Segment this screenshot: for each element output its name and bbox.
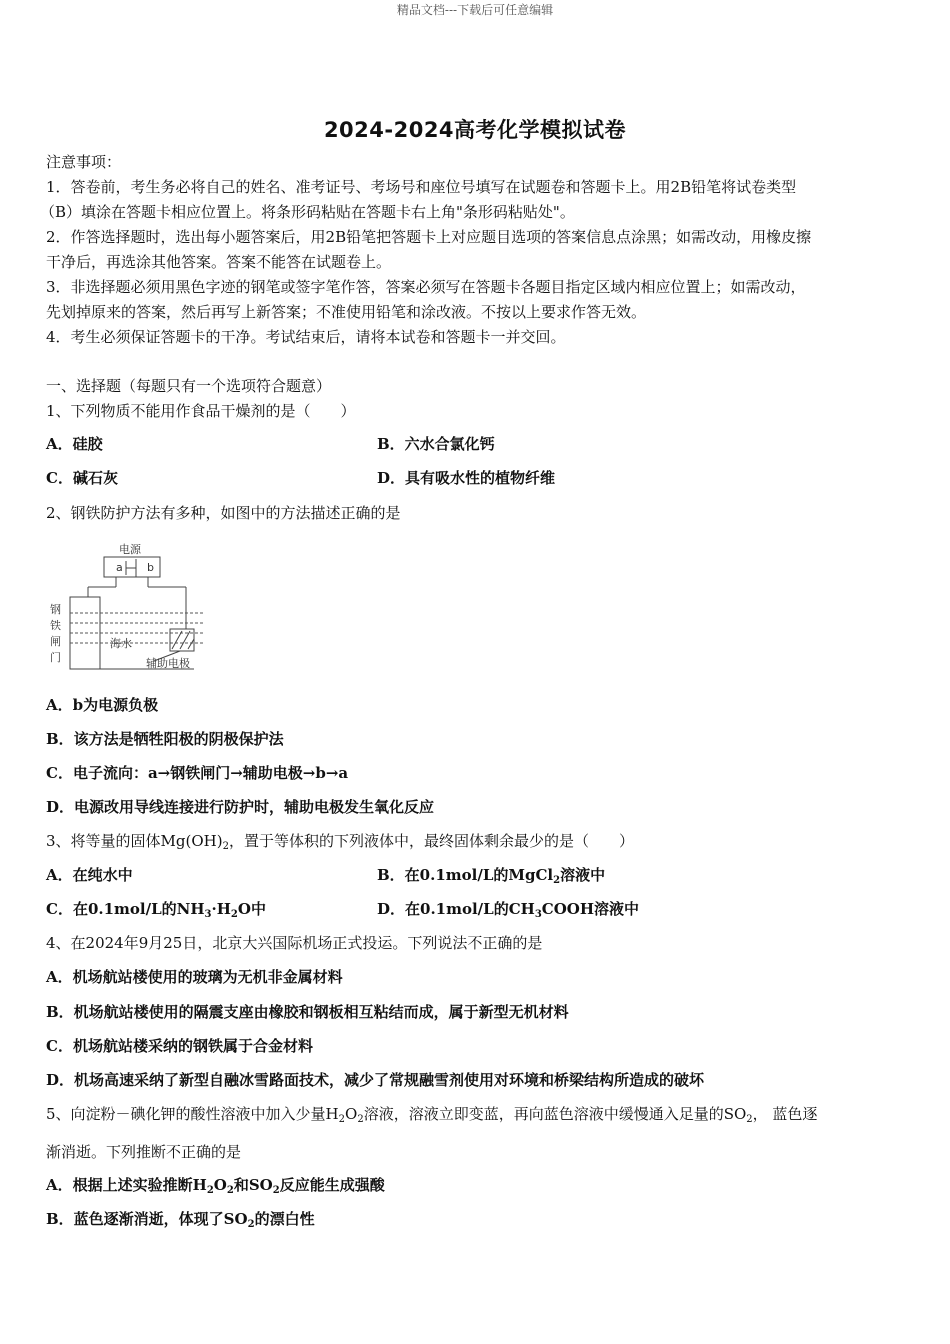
- question-4-stem: 4、在2024年9月25日，北京大兴国际机场正式投运。下列说法不正确的是: [46, 934, 543, 952]
- question-2-option-a: A．b为电源负极: [46, 696, 159, 714]
- question-4-option-b: B．机场航站楼使用的隔震支座由橡胶和钢板相互粘结而成，属于新型无机材料: [46, 1003, 569, 1021]
- question-1-option-c: C．碱石灰: [46, 469, 118, 487]
- diagram-label-seawater: 海水: [110, 637, 132, 650]
- question-3-option-d: D．在0.1mol/L的$CH_3COOH$溶液中: [377, 900, 640, 920]
- question-1-option-b: B．六水合氯化钙: [377, 435, 495, 453]
- notes-line: 4．考生必须保证答题卡的干净。考试结束后，请将本试卷和答题卡一并交回。: [46, 328, 566, 346]
- question-2-option-b: B．该方法是牺牲阳极的阴极保护法: [46, 730, 284, 748]
- question-5-option-a: A．根据上述实验推断$H_2O_2$和$SO_2$反应能生成强酸: [46, 1176, 385, 1196]
- question-3-option-b: B．在0.1mol/L的MgCl$_2$溶液中: [377, 866, 606, 886]
- diagram-label-gate-1: 钢: [50, 603, 61, 616]
- question-5-stem-line-1: 5、向淀粉－碘化钾的酸性溶液中加入少量$H_2O_2$溶液，溶液立即变蓝，再向蓝色溶液中缓慢通入足量的$SO_2$， 蓝色逐: [46, 1105, 818, 1125]
- notes-line: 3．非选择题必须用黑色字迹的钢笔或签字笔作答，答案必须写在答题卡各题目指定区域内相应位置上；如需改动，: [46, 278, 806, 296]
- question-3-option-c: C．在0.1mol/L的$NH_3\cdot H_2O$中: [46, 900, 266, 920]
- question-5-stem-line-2: 渐消逝。下列推断不正确的是: [46, 1143, 242, 1161]
- diagram-label-aux-electrode: 辅助电极: [146, 657, 190, 670]
- corrosion-protection-diagram: [46, 537, 216, 677]
- question-3-option-a: A．在纯水中: [46, 866, 133, 884]
- question-5-option-b: B．蓝色逐渐消逝，体现了$SO_2$的漂白性: [46, 1210, 315, 1230]
- diagram-label-a: a: [116, 561, 123, 574]
- document-title: 2024-2024高考化学模拟试卷: [323, 118, 627, 142]
- notes-line: （B）填涂在答题卡相应位置上。将条形码粘贴在答题卡右上角"条形码粘贴处"。: [40, 203, 575, 221]
- question-1-option-a: A．硅胶: [46, 435, 103, 453]
- question-2-stem: 2、钢铁防护方法有多种，如图中的方法描述正确的是: [46, 504, 401, 522]
- notes-line: 先划掉原来的答案，然后再写上新答案；不准使用铅笔和涂改液。不按以上要求作答无效。: [46, 303, 647, 321]
- diagram-label-gate-2: 铁: [50, 619, 61, 632]
- question-2-option-c: C．电子流向：a→钢铁闸门→辅助电极→b→a: [46, 764, 349, 782]
- question-4-option-d: D．机场高速采纳了新型自融冰雪路面技术，减少了常规融雪剂使用对环境和桥梁结构所造成的破坏: [46, 1071, 705, 1089]
- question-4-option-c: C．机场航站楼采纳的钢铁属于合金材料: [46, 1037, 313, 1055]
- question-4-option-a: A．机场航站楼使用的玻璃为无机非金属材料: [46, 968, 343, 986]
- section-heading: 一、选择题（每题只有一个选项符合题意）: [46, 377, 332, 395]
- notes-heading: 注意事项：: [46, 153, 122, 171]
- page-watermark-header: 精品文档---下载后可任意编辑: [396, 3, 554, 17]
- notes-line: 2．作答选择题时，选出每小题答案后，用2B铅笔把答题卡上对应题目选项的答案信息点涂黑；如需改动，用橡皮擦: [46, 228, 812, 246]
- diagram-label-gate-3: 闸: [50, 635, 61, 648]
- question-3-stem: 3、将等量的固体$Mg(OH)_2$，置于等体积的下列液体中，最终固体剩余最少的是（ ）: [46, 832, 634, 852]
- notes-line: 干净后，再选涂其他答案。答案不能答在试题卷上。: [46, 253, 392, 271]
- diagram-label-power: 电源: [119, 543, 141, 556]
- question-1-stem: 1、下列物质不能用作食品干燥剂的是（ ）: [46, 402, 356, 420]
- question-1-option-d: D．具有吸水性的植物纤维: [377, 469, 556, 487]
- question-2-option-d: D．电源改用导线连接进行防护时，辅助电极发生氧化反应: [46, 798, 435, 816]
- diagram-label-gate-4: 门: [50, 651, 61, 664]
- diagram-label-b: b: [147, 561, 154, 574]
- notes-line: 1．答卷前，考生务必将自己的姓名、准考证号、考场号和座位号填写在试题卷和答题卡上。用2B铅笔将试卷类型: [46, 178, 797, 196]
